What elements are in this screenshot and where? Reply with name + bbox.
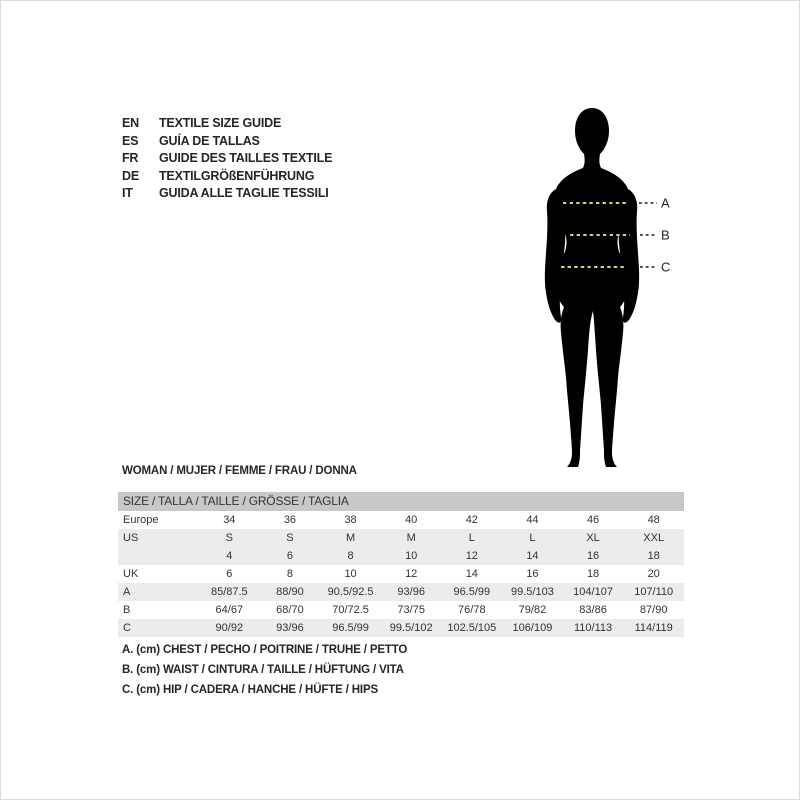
size-cell: 90/92 xyxy=(215,622,244,634)
size-cell: 40 xyxy=(405,514,418,526)
size-table-row xyxy=(118,511,684,529)
size-cell: 88/90 xyxy=(276,586,304,598)
size-table-row xyxy=(118,583,684,601)
size-cell: 38 xyxy=(344,514,357,526)
size-table-row xyxy=(118,565,684,583)
size-table-header: SIZE / TALLA / TAILLE / GRÖSSE / TAGLIA xyxy=(118,492,684,511)
size-cell: 6 xyxy=(226,568,233,580)
language-code: FR xyxy=(122,151,139,166)
size-cell: 68/70 xyxy=(276,604,304,616)
size-cell: 83/86 xyxy=(579,604,607,616)
size-cell: 73/75 xyxy=(397,604,425,616)
size-cell: 110/113 xyxy=(573,622,613,634)
language-label: TEXTILE SIZE GUIDE xyxy=(159,116,282,130)
size-cell: S xyxy=(286,532,294,544)
measurement-notes xyxy=(122,640,407,700)
size-cell: 44 xyxy=(526,514,539,526)
language-code: ES xyxy=(122,133,139,148)
language-row xyxy=(122,150,332,168)
size-cell: 99.5/102 xyxy=(389,622,433,634)
size-cell: 8 xyxy=(286,568,293,580)
size-row-label: UK xyxy=(123,568,139,580)
size-cell: 90.5/92.5 xyxy=(327,586,374,598)
size-cell: 102.5/105 xyxy=(447,622,497,634)
size-cell: 36 xyxy=(283,514,297,526)
section-title: WOMAN / MUJER / FEMME / FRAU / DONNA xyxy=(122,465,357,477)
size-cell: 76/78 xyxy=(458,604,486,616)
measurement-note: B. (cm) WAIST / CINTURA / TAILLE / HÜFTUNG / VITA xyxy=(122,664,404,676)
size-cell: 64/67 xyxy=(215,604,244,616)
woman-silhouette-figure xyxy=(530,105,660,475)
size-cell: 12 xyxy=(405,568,418,580)
size-cell: 14 xyxy=(526,550,539,562)
size-cell: 96.5/99 xyxy=(453,586,491,598)
size-cell: XL xyxy=(586,532,600,544)
size-cell: 14 xyxy=(465,568,478,580)
size-cell: 10 xyxy=(405,550,418,562)
size-cell: 6 xyxy=(286,550,293,562)
size-table-row xyxy=(118,601,684,619)
size-cell: 48 xyxy=(647,514,660,526)
size-cell: 18 xyxy=(586,568,600,580)
size-cell: 8 xyxy=(347,550,354,562)
language-list xyxy=(122,115,332,203)
language-label: TEXTILGRÖßENFÜHRUNG xyxy=(159,168,315,183)
language-code: EN xyxy=(122,116,139,130)
size-cell: 114/119 xyxy=(634,622,673,634)
measurement-note: A. (cm) CHEST / PECHO / POITRINE / TRUHE / PETTO xyxy=(122,644,408,656)
woman-silhouette-svg xyxy=(530,105,660,475)
size-cell: 104/107 xyxy=(573,586,613,598)
size-cell: M xyxy=(345,532,356,544)
language-label: GUIDE DES TAILLES TEXTILE xyxy=(159,151,333,166)
size-cell: 4 xyxy=(226,550,233,562)
marker-label-waist: B xyxy=(661,227,670,243)
size-cell: 93/96 xyxy=(397,586,425,598)
size-row-label: C xyxy=(123,622,131,634)
size-row-label: A xyxy=(123,586,131,598)
size-cell: 106/109 xyxy=(512,622,553,634)
size-cell: 18 xyxy=(647,550,660,562)
language-label: GUIDA ALLE TAGLIE TESSILI xyxy=(159,186,329,201)
size-row-label: US xyxy=(123,532,139,544)
size-cell: M xyxy=(406,532,416,544)
size-cell: 79/82 xyxy=(518,604,547,616)
woman-silhouette-body xyxy=(555,108,629,467)
size-cell: 85/87.5 xyxy=(210,586,248,598)
language-row xyxy=(122,185,332,203)
size-cell: 70/72.5 xyxy=(332,604,369,616)
size-cell: 10 xyxy=(344,568,357,580)
size-table-body xyxy=(118,511,684,637)
language-code: IT xyxy=(122,186,133,201)
language-label: GUÍA DE TALLAS xyxy=(159,133,260,148)
language-row xyxy=(122,115,332,133)
size-cell: 99.5/103 xyxy=(511,586,554,598)
size-cell: 87/90 xyxy=(639,604,668,616)
size-cell: 20 xyxy=(647,568,660,580)
size-cell: 16 xyxy=(526,568,539,580)
size-row-label: B xyxy=(123,604,131,616)
size-cell: L xyxy=(529,532,536,544)
size-table-row xyxy=(118,619,684,637)
size-table xyxy=(118,511,684,637)
size-cell: L xyxy=(468,532,475,544)
size-cell: 16 xyxy=(586,550,600,562)
size-cell: S xyxy=(225,532,233,544)
marker-label-hip: C xyxy=(661,259,671,275)
size-cell: 107/110 xyxy=(634,586,674,598)
size-cell: 46 xyxy=(586,514,600,526)
language-row xyxy=(122,168,332,186)
measurement-note: C. (cm) HIP / CADERA / HANCHE / HÜFTE / HIPS xyxy=(122,684,379,696)
size-cell: 42 xyxy=(465,514,478,526)
size-table-row xyxy=(118,547,684,565)
marker-label-chest: A xyxy=(661,195,670,211)
size-cell: XXL xyxy=(643,532,665,544)
size-cell: 96.5/99 xyxy=(332,622,369,634)
size-row-label xyxy=(118,547,199,565)
size-row-label: Europe xyxy=(123,514,159,526)
size-cell: 34 xyxy=(223,514,236,526)
size-cell: 93/96 xyxy=(276,622,304,634)
language-row xyxy=(122,133,332,151)
language-code: DE xyxy=(122,168,139,183)
size-table-row xyxy=(118,529,684,547)
size-cell: 12 xyxy=(465,550,478,562)
